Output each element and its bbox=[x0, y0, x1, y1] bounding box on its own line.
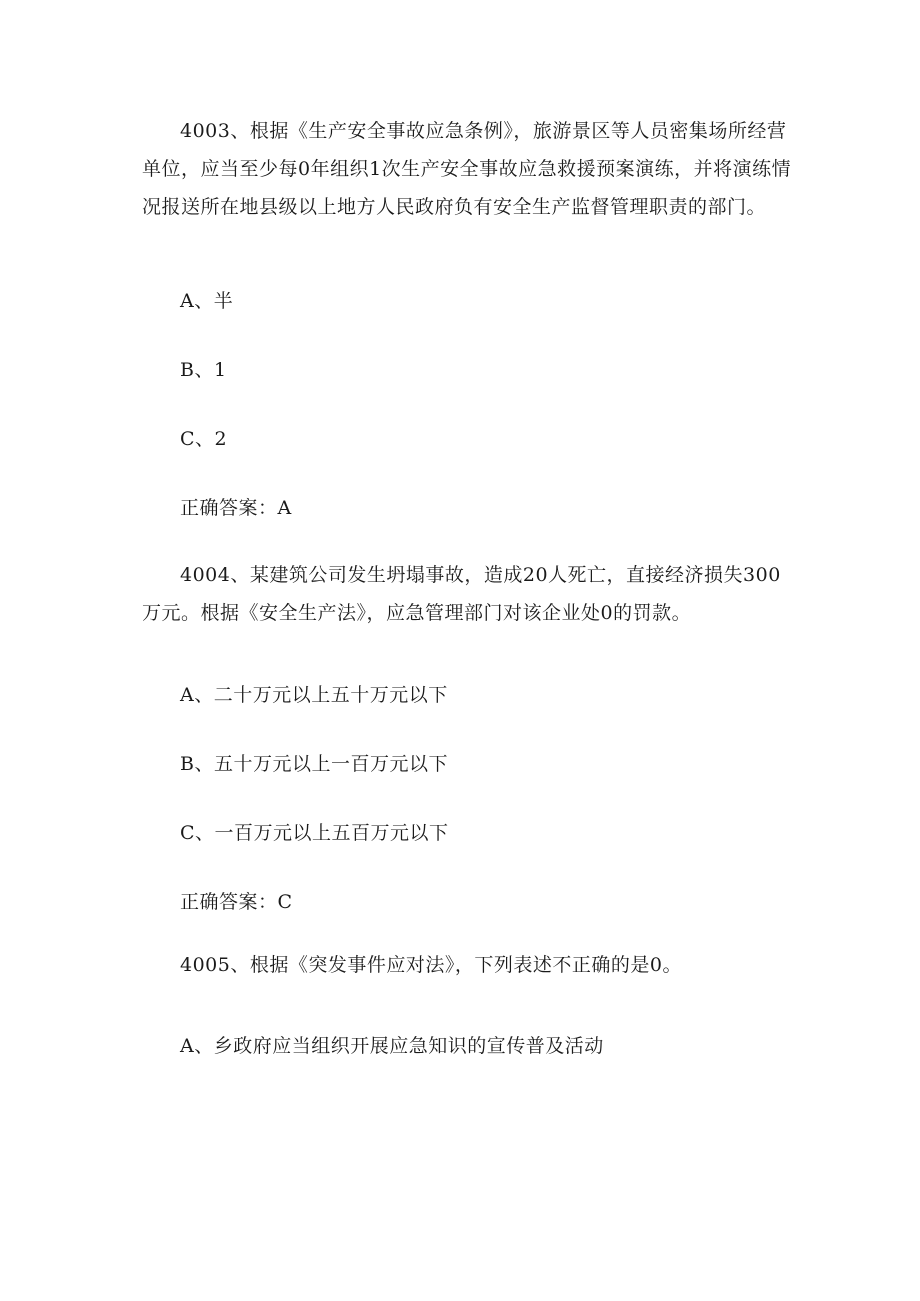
correct-answer: 正确答案：C bbox=[180, 891, 293, 913]
question-text: 4004、某建筑公司发生坍塌事故，造成20人死亡，直接经济损失300万元。根据《安全生产法》，应急管理部门对该企业处0的罚款。 bbox=[142, 564, 781, 624]
option-c: C、2 bbox=[180, 428, 228, 450]
question-4004 bbox=[142, 556, 792, 632]
option-b: B、五十万元以上一百万元以下 bbox=[180, 753, 448, 775]
option-c: C、一百万元以上五百万元以下 bbox=[180, 822, 449, 844]
question-text: 4003、根据《生产安全事故应急条例》，旅游景区等人员密集场所经营单位，应当至少每0年组织1次生产安全事故应急救援预案演练，并将演练情况报送所在地县级以上地方人民政府负有安全生产监督管理职责的部门。 bbox=[142, 120, 792, 218]
question-4003 bbox=[142, 112, 792, 226]
option-a: A、二十万元以上五十万元以下 bbox=[180, 684, 448, 706]
correct-answer: 正确答案：A bbox=[180, 497, 292, 519]
question-text: 4005、根据《突发事件应对法》，下列表述不正确的是0。 bbox=[180, 954, 682, 976]
option-b: B、1 bbox=[180, 359, 227, 381]
option-a: A、乡政府应当组织开展应急知识的宣传普及活动 bbox=[180, 1035, 604, 1057]
question-4005 bbox=[142, 946, 792, 984]
option-a: A、半 bbox=[180, 290, 234, 312]
